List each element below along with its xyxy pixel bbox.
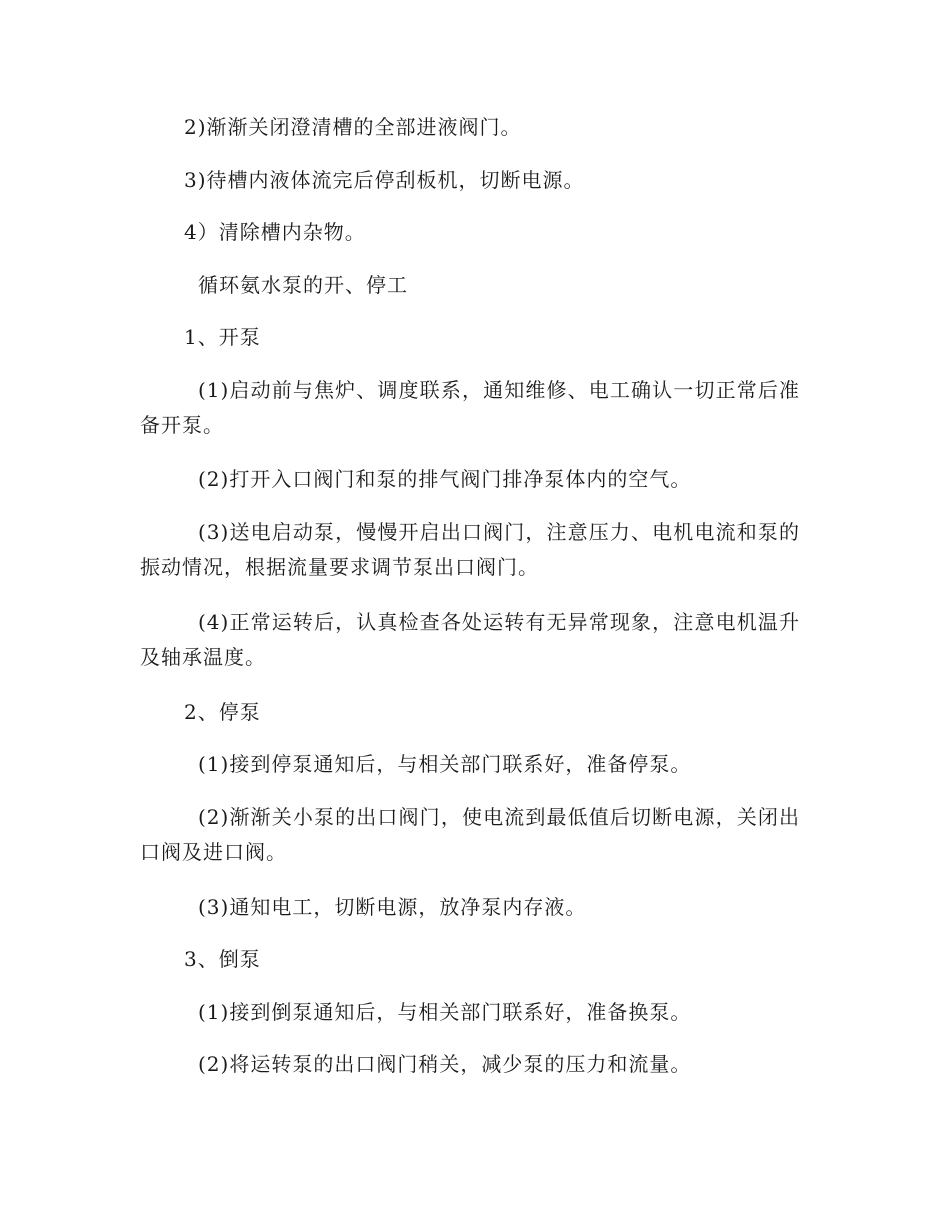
start-step-1: (1)启动前与焦炉、调度联系，通知维修、电工确认一切正常后准备开泵。 [140, 378, 800, 437]
start-step-2: (2)打开入口阀门和泵的排气阀门排净泵体内的空气。 [198, 467, 692, 491]
stop-step-1: (1)接到停泵通知后，与相关部门联系好，准备停泵。 [198, 752, 692, 776]
step-close-inlet-valves: 2)渐渐关闭澄清槽的全部进液阀门。 [184, 115, 522, 139]
switch-step-2: (2)将运转泵的出口阀门稍关，减少泵的压力和流量。 [198, 1052, 692, 1076]
switch-step-1: (1)接到倒泵通知后，与相关部门联系好，准备换泵。 [198, 1000, 692, 1024]
step-clean-tank: 4）清除槽内杂物。 [184, 220, 366, 244]
start-step-3: (3)送电启动泵，慢慢开启出口阀门，注意压力、电机电流和泵的振动情况，根据流量要求调节泵出口阀门。 [140, 520, 800, 579]
heading-start-pump: 1、开泵 [184, 325, 261, 349]
heading-switch-pump: 3、倒泵 [184, 947, 261, 971]
section-title: 循环氨水泵的开、停工 [198, 273, 408, 297]
stop-step-3: (3)通知电工，切断电源，放净泵内存液。 [198, 895, 587, 919]
heading-stop-pump: 2、停泵 [184, 700, 261, 724]
start-step-4: (4)正常运转后，认真检查各处运转有无异常现象，注意电机温升及轴承温度。 [140, 610, 800, 669]
step-stop-scraper: 3)待槽内液体流完后停刮板机，切断电源。 [184, 168, 585, 192]
stop-step-2: (2)渐渐关小泵的出口阀门，使电流到最低值后切断电源，关闭出口阀及进口阀。 [140, 805, 800, 864]
